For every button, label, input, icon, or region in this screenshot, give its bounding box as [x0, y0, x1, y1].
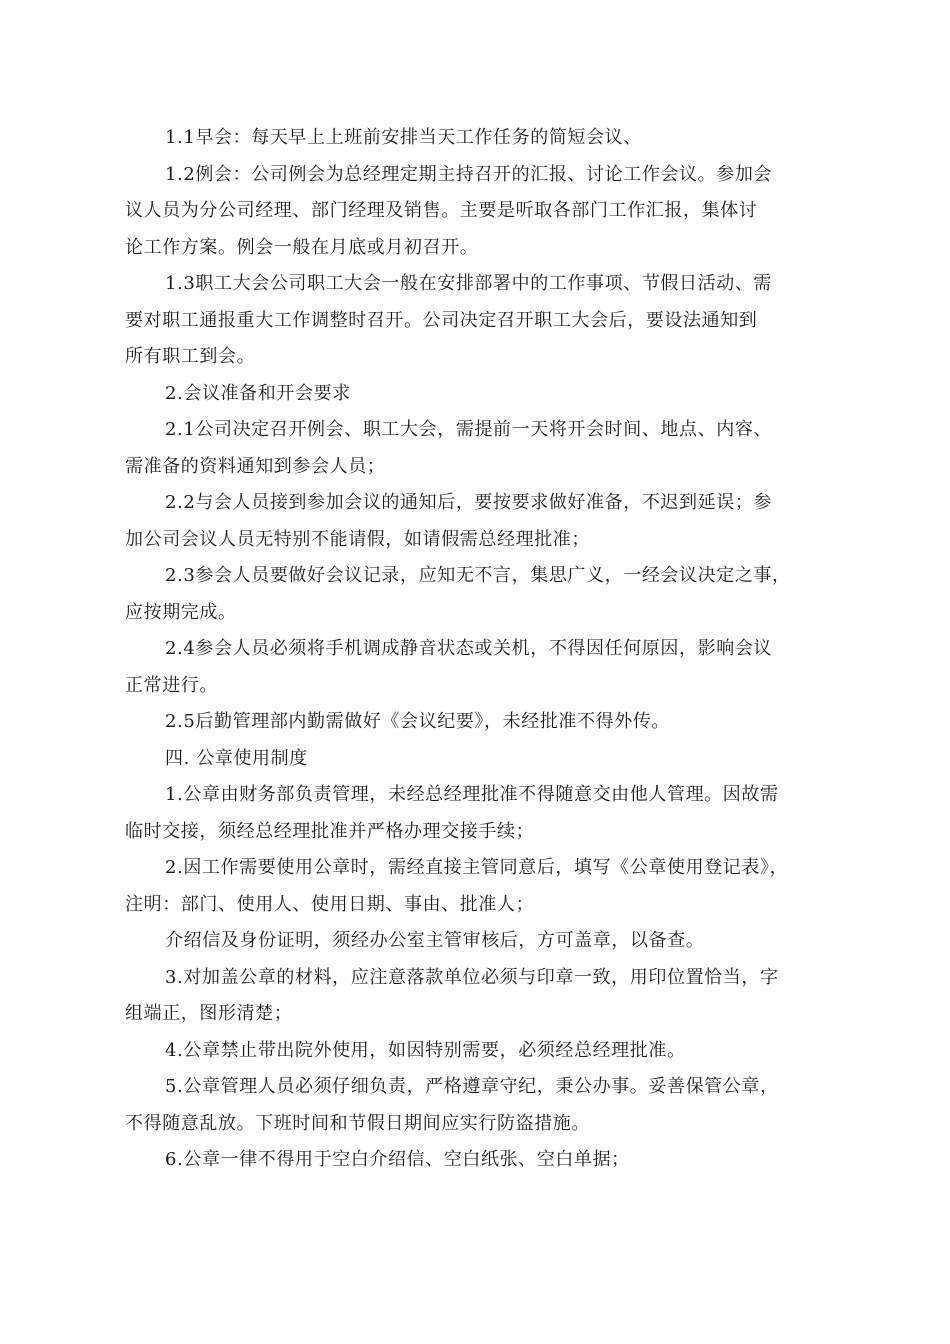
paragraph-line: 正常进行。 — [125, 674, 218, 696]
paragraph-line: 介绍信及身份证明，须经办公室主管审核后，方可盖章，以备查。 — [165, 930, 705, 951]
paragraph-seal-5 — [125, 1069, 805, 1142]
paragraph-line: 2.5后勤管理部内勤需做好《会议纪要》，未经批准不得外传。 — [165, 711, 671, 732]
section-heading-seal-policy — [145, 741, 805, 778]
paragraph-line: 组端正，图形清楚； — [125, 1003, 293, 1024]
paragraph-line: 论工作方案。例会一般在月底或月初召开。 — [125, 236, 479, 258]
paragraph-line: 1.2例会：公司例会为总经理定期主持召开的汇报、讨论工作会议。参加会 — [165, 163, 773, 185]
paragraph-1-3-staff-assembly — [125, 266, 805, 376]
paragraph-line: 2.会议准备和开会要求 — [165, 382, 351, 404]
paragraph-2-1 — [125, 412, 805, 485]
paragraph-line: 所有职工到会。 — [125, 346, 256, 367]
paragraph-line: 1.3职工大会公司职工大会一般在安排部署中的工作事项、节假日活动、需 — [165, 273, 773, 294]
paragraph-line: 6.公章一律不得用于空白介绍信、空白纸张、空白单据； — [165, 1149, 630, 1170]
paragraph-seal-4 — [145, 1033, 805, 1070]
paragraph-line: 需准备的资料通知到参会人员； — [125, 455, 386, 477]
paragraph-2-5 — [145, 704, 805, 741]
paragraph-seal-6 — [145, 1142, 805, 1179]
paragraph-line: 注明：部门、使用人、使用日期、事由、批准人； — [125, 893, 535, 915]
document-body — [125, 120, 805, 1179]
paragraph-1-2-regular-meeting — [125, 157, 805, 267]
paragraph-2-4 — [125, 631, 805, 704]
paragraph-seal-1 — [125, 777, 805, 850]
paragraph-seal-3 — [125, 960, 805, 1033]
paragraph-line: 应按期完成。 — [125, 601, 237, 623]
paragraph-line: 四. 公章使用制度 — [165, 747, 308, 769]
paragraph-line: 2.因工作需要使用公章时，需经直接主管同意后，填写《公章使用登记表》， — [165, 857, 789, 878]
paragraph-line: 5.公章管理人员必须仔细负责，严格遵章守纪，秉公办事。妥善保管公章， — [165, 1076, 779, 1097]
paragraph-1-1-morning-meeting — [145, 120, 805, 157]
paragraph-line: 不得随意乱放。下班时间和节假日期间应实行防盗措施。 — [125, 1112, 590, 1134]
paragraph-line: 临时交接，须经总经理批准并严格办理交接手续； — [125, 820, 535, 842]
paragraph-line: 2.3参会人员要做好会议记录，应知无不言，集思广义，一经会议决定之事， — [165, 565, 791, 586]
paragraph-introduction-letter — [145, 923, 805, 960]
paragraph-line: 加公司会议人员无特别不能请假，如请假需总经理批准； — [125, 528, 590, 550]
paragraph-line: 1.公章由财务部负责管理，未经总经理批准不得随意交由他人管理。因故需 — [165, 784, 779, 805]
paragraph-seal-2 — [125, 850, 805, 923]
paragraph-line: 议人员为分公司经理、部门经理及销售。主要是听取各部门工作汇报，集体讨 — [125, 200, 758, 221]
paragraph-line: 2.1公司决定召开例会、职工大会，需提前一天将开会时间、地点、内容、 — [165, 419, 773, 440]
paragraph-2-2 — [125, 485, 805, 558]
paragraph-line: 要对职工通报重大工作调整时召开。公司决定召开职工大会后，要设法通知到 — [125, 309, 758, 331]
paragraph-line: 2.2与会人员接到参加会议的通知后，要按要求做好准备，不迟到延误；参 — [165, 492, 773, 513]
paragraph-line: 2.4参会人员必须将手机调成静音状态或关机，不得因任何原因，影响会议 — [165, 638, 773, 659]
paragraph-line: 1.1早会：每天早上上班前安排当天工作任务的简短会议、 — [165, 127, 642, 148]
paragraph-line: 4.公章禁止带出院外使用，如因特别需要，必须经总经理批准。 — [165, 1039, 686, 1061]
paragraph-line: 3.对加盖公章的材料，应注意落款单位必须与印章一致，用印位置恰当，字 — [165, 966, 779, 988]
section-heading-meeting-preparation — [145, 376, 805, 413]
paragraph-2-3 — [125, 558, 805, 631]
